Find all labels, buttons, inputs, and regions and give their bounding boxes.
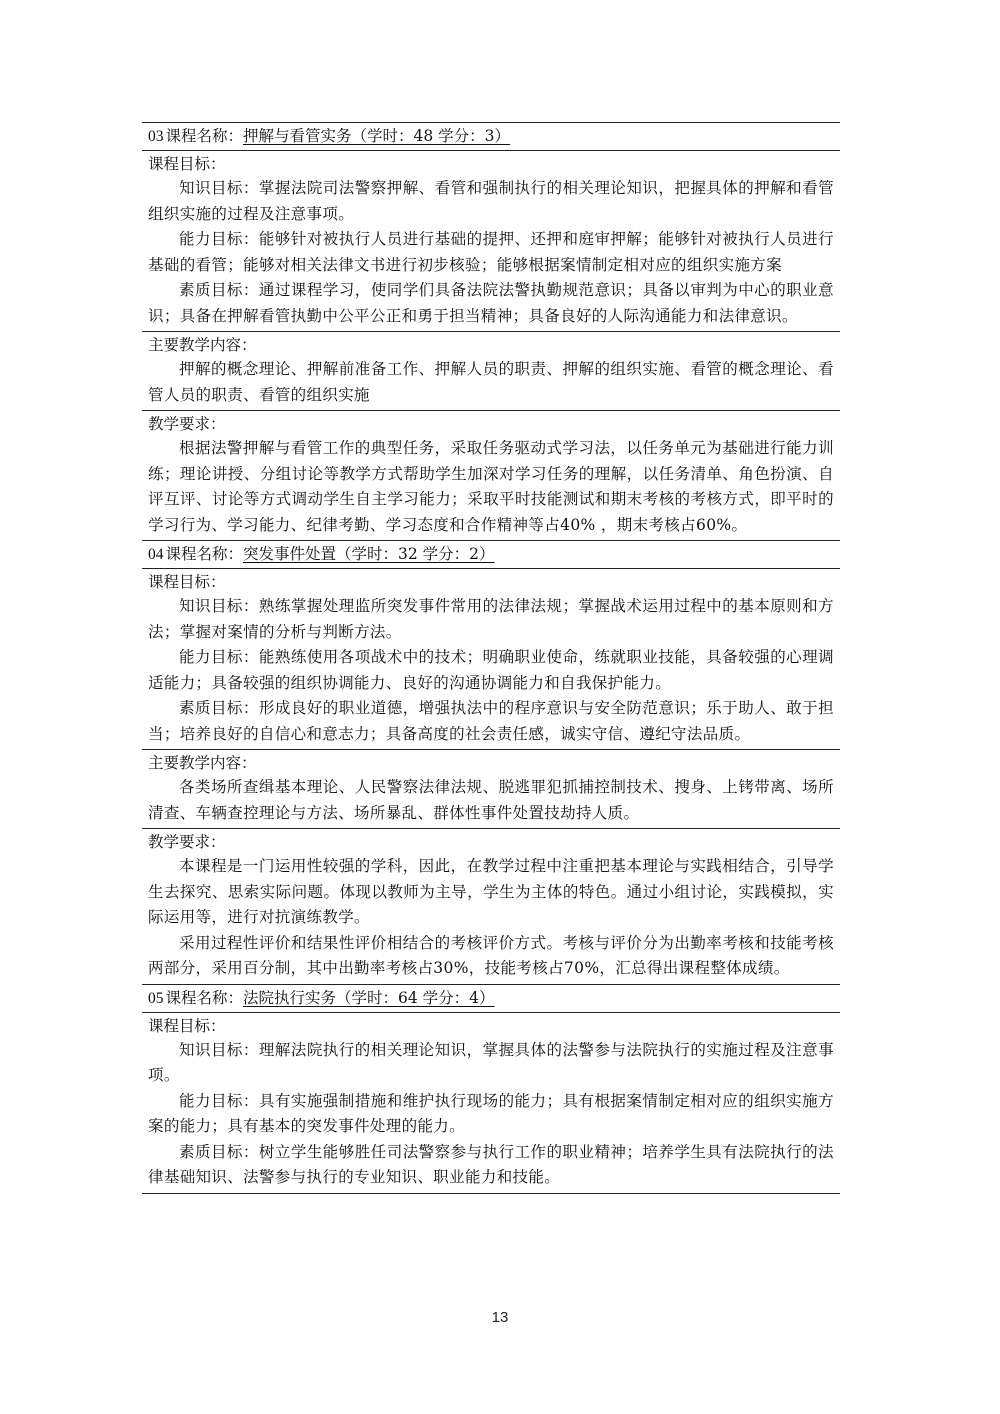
course-title-prefix: 课程名称：	[165, 127, 244, 145]
course-code: 05	[148, 989, 164, 1007]
knowledge-goal: 知识目标：熟练掌握处理监所突发事件常用的法律法规；掌握战术运用过程中的基本原则和方法；掌握对案情的分析与判断方法。	[148, 597, 834, 641]
assessment-text: 采用过程性评价和结果性评价相结合的考核评价方式。考核与评价分为出勤率考核和技能考核两部分，采用百分制，其中出勤率考核占30%，技能考核占70%，汇总得出课程整体成绩。	[148, 933, 834, 977]
knowledge-goal: 知识目标：掌握法院司法警察押解、看管和强制执行的相关理论知识，把握具体的押解和看管组织实施的过程及注意事项。	[148, 179, 834, 223]
knowledge-goal: 知识目标：理解法院执行的相关理论知识，掌握具体的法警参与法院执行的实施过程及注意事项。	[148, 1040, 834, 1084]
content-text: 各类场所查缉基本理论、人民警察法律法规、脱逃罪犯抓捕控制技术、搜身、上铐带离、场所清查、车辆查控理论与方法、场所暴乱、群体性事件处置技劫持人质。	[148, 778, 834, 822]
course-code: 04	[148, 546, 164, 563]
course-code: 03	[148, 128, 164, 145]
content-label: 主要教学内容：	[148, 754, 257, 772]
ability-goal: 能力目标：能熟练使用各项战术中的技术；明确职业使命，练就职业技能，具备较强的心理调适能力；具备较强的组织协调能力、良好的沟通协调能力和自我保护能力。	[148, 648, 834, 692]
course-content-04	[142, 750, 840, 829]
quality-goal: 素质目标：通过课程学习，使同学们具备法院法警执勤规范意识；具备以审判为中心的职业意识；具备在押解看管执勤中公平公正和勇于担当精神；具备良好的人际沟通能力和法律意识。	[148, 281, 834, 325]
course-name: 法院执行实务（学时：64 学分：4）	[243, 988, 495, 1007]
course-title-04	[142, 541, 840, 569]
course-name: 突发事件处置（学时：32 学分：2）	[243, 545, 495, 563]
course-title-05	[142, 985, 840, 1013]
content-label: 主要教学内容：	[148, 336, 257, 354]
requirements-text: 根据法警押解与看管工作的典型任务，采取任务驱动式学习法，以任务单元为基础进行能力训练；理论讲授、分组讨论等教学方式帮助学生加深对学习任务的理解，以任务清单、角色扮演、自评互评、讨论等方式调动学生自主学习能力；采取平时技能测试和期末考核的考核方式，即平时的学习行为、学习能力、纪律考勤、学习态度和合作精神等占40% ，期末考核占60%。	[148, 439, 834, 534]
ability-goal: 能力目标：具有实施强制措施和维护执行现场的能力；具有根据案情制定相对应的组织实施方案的能力；具有基本的突发事件处理的能力。	[148, 1091, 834, 1135]
course-title-03	[142, 123, 840, 151]
course-requirements-04	[142, 829, 840, 985]
goals-label: 课程目标：	[148, 155, 226, 173]
course-content-03	[142, 332, 840, 411]
content-text: 押解的概念理论、押解前准备工作、押解人员的职责、押解的组织实施、看管的概念理论、看管人员的职责、看管的组织实施	[148, 360, 834, 404]
course-requirements-03	[142, 411, 840, 541]
requirements-label: 教学要求：	[148, 833, 226, 851]
quality-goal: 素质目标：树立学生能够胜任司法警察参与执行工作的职业精神；培养学生具有法院执行的法律基础知识、法警参与执行的专业知识、职业能力和技能。	[148, 1142, 834, 1186]
course-goals-04	[142, 569, 840, 750]
course-title-prefix: 课程名称：	[165, 545, 244, 563]
goals-label: 课程目标：	[148, 573, 226, 591]
course-table	[142, 122, 840, 1194]
requirements-text: 本课程是一门运用性较强的学科，因此，在教学过程中注重把基本理论与实践相结合，引导学生去探究、思索实际问题。体现以教师为主导，学生为主体的特色。通过小组讨论，实践模拟，实际运用等，进行对抗演练教学。	[148, 857, 834, 926]
ability-goal: 能力目标：能够针对被执行人员进行基础的提押、还押和庭审押解；能够针对被执行人员进行基础的看管；能够对相关法律文书进行初步核验；能够根据案情制定相对应的组织实施方案	[148, 230, 834, 274]
course-goals-03	[142, 151, 840, 332]
page-number: 13	[491, 1309, 509, 1326]
goals-label: 课程目标：	[148, 1016, 226, 1035]
course-goals-05	[142, 1013, 840, 1193]
course-title-prefix: 课程名称：	[165, 988, 244, 1007]
requirements-label: 教学要求：	[148, 415, 226, 433]
quality-goal: 素质目标：形成良好的职业道德，增强执法中的程序意识与安全防范意识；乐于助人、敢于担当；培养良好的自信心和意志力；具备高度的社会责任感，诚实守信、遵纪守法品质。	[148, 699, 834, 743]
course-name: 押解与看管实务（学时：48 学分：3）	[243, 127, 511, 145]
